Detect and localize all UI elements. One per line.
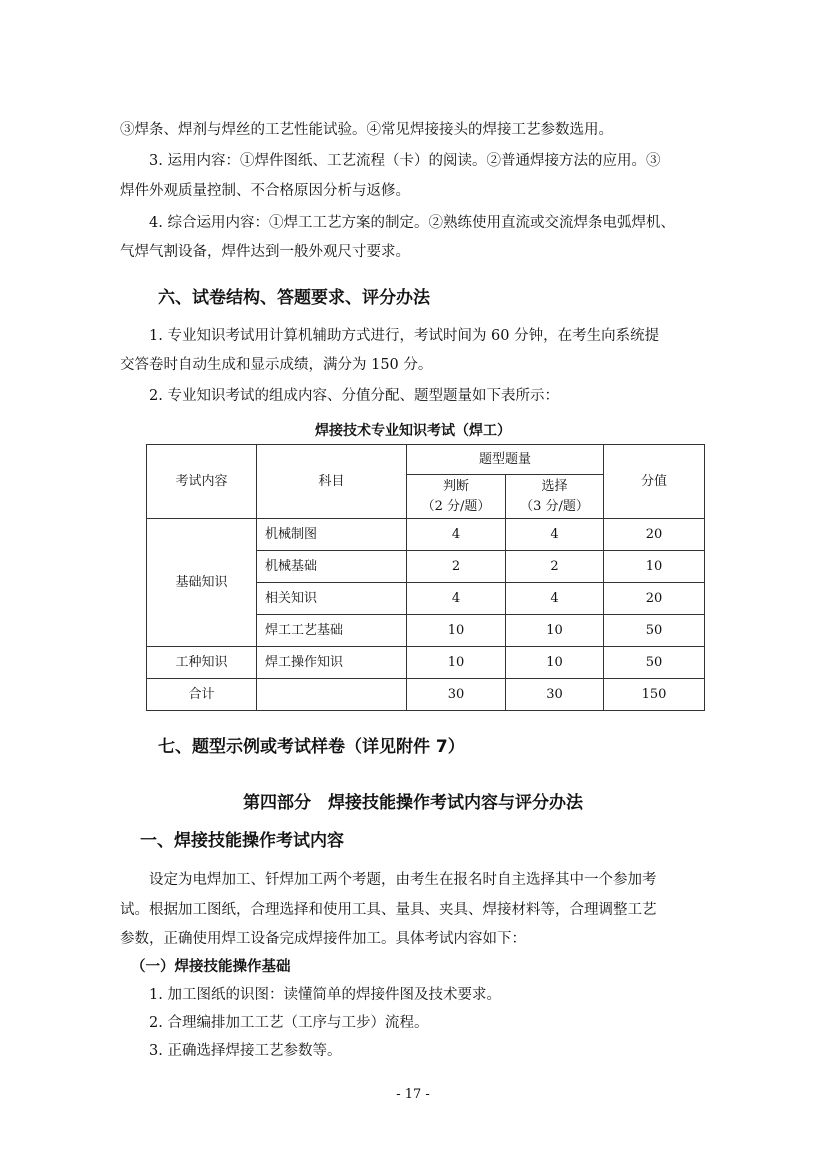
paragraph-application-line1: 3. 运用内容：①焊件图纸、工艺流程（卡）的阅读。②普通焊接方法的应用。③ xyxy=(149,153,661,169)
header-judge-label: 判断 xyxy=(442,478,469,494)
total-judge: 30 xyxy=(407,679,506,711)
list-item: 3. 正确选择焊接工艺参数等。 xyxy=(149,1043,342,1059)
row-choice: 2 xyxy=(506,551,604,583)
row-judge: 4 xyxy=(407,519,506,551)
total-choice: 30 xyxy=(506,679,604,711)
list-item: 2. 合理编排加工工艺（工序与工步）流程。 xyxy=(149,1015,429,1031)
part-4-intro-line3: 参数，正确使用焊工设备完成焊接件加工。具体考试内容如下： xyxy=(120,931,526,947)
row-subject: 机械制图 xyxy=(257,519,407,551)
row-score: 50 xyxy=(604,615,705,647)
part-4-subheading-1: （一）焊接技能操作基础 xyxy=(131,959,291,975)
row-score: 50 xyxy=(604,647,705,679)
row-choice: 10 xyxy=(506,647,604,679)
list-item: 1. 加工图纸的识图：读懂简单的焊接件图及技术要求。 xyxy=(149,987,501,1003)
header-content: 考试内容 xyxy=(147,445,257,519)
header-judge-points: （2 分/题） xyxy=(421,498,491,514)
part-4-heading-1: 一、焊接技能操作考试内容 xyxy=(140,831,344,851)
row-choice: 4 xyxy=(506,519,604,551)
row-judge: 10 xyxy=(407,615,506,647)
row-subject: 焊工工艺基础 xyxy=(257,615,407,647)
section-6-para1-line2: 交答卷时自动生成和显示成绩，满分为 150 分。 xyxy=(120,357,433,373)
total-subject xyxy=(257,679,407,711)
row-subject: 相关知识 xyxy=(257,583,407,615)
row-judge: 10 xyxy=(407,647,506,679)
header-choice xyxy=(506,475,604,519)
score-table xyxy=(146,444,705,711)
total-score: 150 xyxy=(604,679,705,711)
row-choice: 4 xyxy=(506,583,604,615)
table-caption: 焊接技术专业知识考试（焊工） xyxy=(315,423,511,439)
header-score: 分值 xyxy=(604,445,705,519)
section-7-heading: 七、题型示例或考试样卷（详见附件 7） xyxy=(158,737,465,757)
paragraph-comprehensive-line2: 气焊气割设备，焊件达到一般外观尺寸要求。 xyxy=(120,244,410,260)
page-number: - 17 - xyxy=(396,1087,430,1102)
section-6-heading: 六、试卷结构、答题要求、评分办法 xyxy=(158,288,430,308)
section-6-para1-line1: 1. 专业知识考试用计算机辅助方式进行，考试时间为 60 分钟，在考生向系统提 xyxy=(149,328,660,344)
group-basic: 基础知识 xyxy=(147,519,257,647)
part-4-title: 第四部分 焊接技能操作考试内容与评分办法 xyxy=(243,793,583,813)
paragraph-comprehensive-line1: 4. 综合运用内容：①焊工工艺方案的制定。②熟练使用直流或交流焊条电弧焊机、 xyxy=(149,215,675,231)
section-6-para2: 2. 专业知识考试的组成内容、分值分配、题型题量如下表所示： xyxy=(149,388,559,404)
header-choice-points: （3 分/题） xyxy=(520,498,589,514)
row-score: 20 xyxy=(604,583,705,615)
row-subject: 焊工操作知识 xyxy=(257,647,407,679)
group-trade: 工种知识 xyxy=(147,647,257,679)
row-subject: 机械基础 xyxy=(257,551,407,583)
row-judge: 2 xyxy=(407,551,506,583)
group-total: 合计 xyxy=(147,679,257,711)
paragraph-application-line2: 焊件外观质量控制、不合格原因分析与返修。 xyxy=(120,183,410,199)
row-score: 10 xyxy=(604,551,705,583)
paragraph-test-items: ③焊条、焊剂与焊丝的工艺性能试验。④常见焊接接头的焊接工艺参数选用。 xyxy=(120,122,613,138)
row-choice: 10 xyxy=(506,615,604,647)
row-score: 20 xyxy=(604,519,705,551)
header-types: 题型题量 xyxy=(407,445,604,475)
header-judge xyxy=(407,475,506,519)
header-choice-label: 选择 xyxy=(541,478,568,494)
part-4-intro-line2: 试。根据加工图纸，合理选择和使用工具、量具、夹具、焊接材料等，合理调整工艺 xyxy=(120,902,657,918)
row-judge: 4 xyxy=(407,583,506,615)
part-4-intro-line1: 设定为电焊加工、钎焊加工两个考题，由考生在报名时自主选择其中一个参加考 xyxy=(149,872,657,888)
header-subject: 科目 xyxy=(257,445,407,519)
